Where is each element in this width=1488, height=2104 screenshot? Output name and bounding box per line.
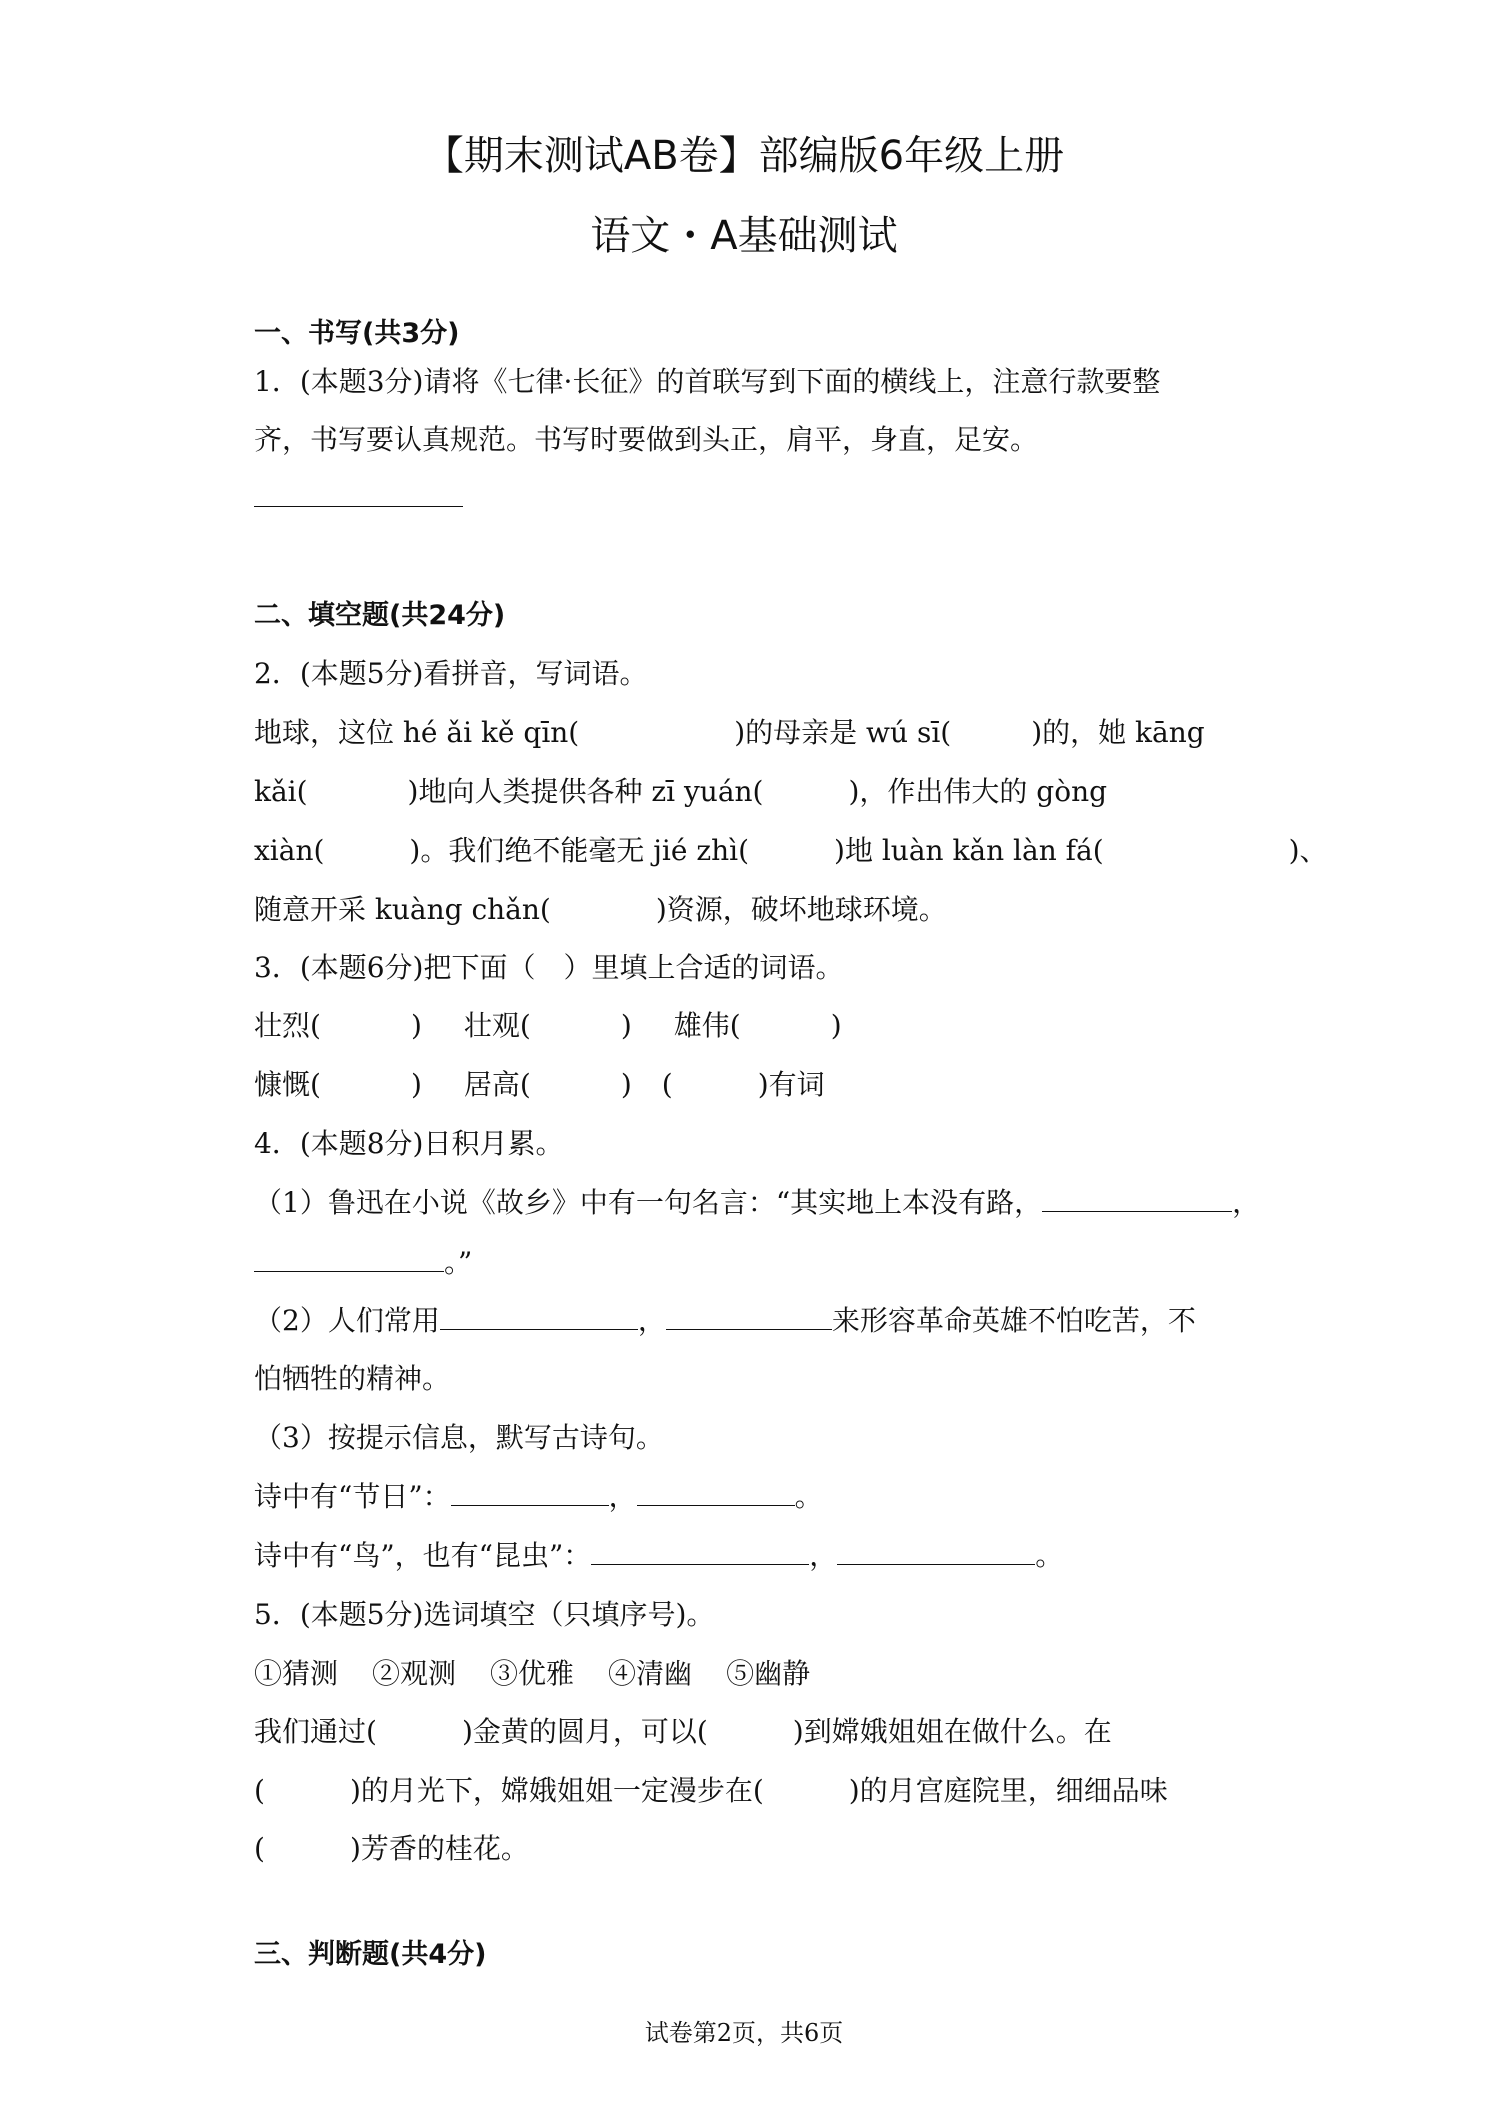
q4-text: 诗中有“鸟”，也有“昆虫”： bbox=[254, 1539, 592, 1572]
q5-text: )的月光下，嫦娥姐姐一定漫步在( bbox=[349, 1774, 764, 1807]
q5-option: ⑤幽静 bbox=[726, 1657, 811, 1690]
q5-text: )的月宫庭院里，细细品味 bbox=[848, 1774, 1168, 1807]
q3-text: ) bbox=[620, 1068, 632, 1101]
q4-part3-prompt: （3）按提示信息，默写古诗句。 bbox=[254, 1421, 664, 1454]
q3-word: 壮观( bbox=[463, 1009, 531, 1042]
q5-option: ③优雅 bbox=[490, 1657, 575, 1690]
q2-text: )地向人类提供各种 zī yuán( bbox=[407, 775, 764, 808]
section-1-heading: 一、书写(共3分) bbox=[254, 318, 460, 349]
q3-text: ) bbox=[830, 1009, 842, 1042]
q4-answer-line[interactable] bbox=[666, 1301, 832, 1330]
q4-text: （2）人们常用 bbox=[254, 1304, 440, 1337]
q5-text: )芳香的桂花。 bbox=[349, 1832, 529, 1865]
q4-answer-line[interactable] bbox=[254, 1243, 444, 1272]
q4-text: （1）鲁迅在小说《故乡》中有一句名言：“其实地上本没有路， bbox=[254, 1186, 1043, 1219]
q5-text: )金黄的圆月，可以( bbox=[461, 1715, 708, 1748]
q2-text: 地球，这位 hé ǎi kě qīn( bbox=[254, 716, 580, 749]
q3-word: 壮烈( bbox=[254, 1009, 321, 1042]
q4-part1-line1 bbox=[254, 1181, 1260, 1221]
q4-part2-line1 bbox=[254, 1299, 1196, 1339]
q3-word: 雄伟( bbox=[673, 1009, 741, 1042]
q2-prompt: 2．(本题5分)看拼音，写词语。 bbox=[254, 657, 648, 690]
q4-answer-line[interactable] bbox=[440, 1301, 638, 1330]
q1-answer-line[interactable] bbox=[254, 506, 463, 507]
page-footer: 试卷第2页，共6页 bbox=[644, 2019, 844, 2047]
q4-text: 。 bbox=[794, 1480, 823, 1513]
q5-line2 bbox=[254, 1769, 1168, 1809]
q2-line1 bbox=[254, 711, 1205, 751]
q4-text: 。” bbox=[444, 1246, 473, 1279]
q4-text: 来形容革命英雄不怕吃苦，不 bbox=[831, 1304, 1196, 1337]
q4-text: 诗中有“节日”： bbox=[254, 1480, 451, 1513]
q4-text: ， bbox=[608, 1480, 637, 1513]
section-3-heading: 三、判断题(共4分) bbox=[254, 1939, 487, 1970]
q4-answer-line[interactable] bbox=[637, 1477, 795, 1506]
q2-text: )，作出伟大的 gòng bbox=[848, 775, 1108, 808]
q4-answer-line[interactable] bbox=[1042, 1183, 1232, 1212]
q5-text: )到嫦娥姐姐在做什么。在 bbox=[792, 1715, 1112, 1748]
q2-text: )的母亲是 wú sī( bbox=[734, 716, 952, 749]
q5-line1 bbox=[254, 1710, 1112, 1750]
q3-row-2 bbox=[254, 1063, 825, 1103]
q3-row-1 bbox=[254, 1004, 842, 1044]
q2-text: )的，她 kāng bbox=[1031, 716, 1205, 749]
q3-word: 慷慨( bbox=[254, 1068, 321, 1101]
q5-line3 bbox=[254, 1827, 529, 1867]
q4-text: ， bbox=[809, 1539, 838, 1572]
q2-line4 bbox=[254, 888, 947, 928]
q5-prompt: 5．(本题5分)选词填空（只填序号)。 bbox=[254, 1598, 715, 1631]
q3-word: 居高( bbox=[463, 1068, 531, 1101]
q4-text: ， bbox=[637, 1304, 666, 1337]
exam-subtitle: 语文・A基础测试 bbox=[590, 213, 898, 259]
q3-text: ) bbox=[410, 1068, 422, 1101]
q4-prompt: 4．(本题8分)日积月累。 bbox=[254, 1127, 564, 1160]
q1-text-line2: 齐，书写要认真规范。书写时要做到头正，肩平，身直，足安。 bbox=[254, 423, 1039, 456]
q3-text: ) bbox=[620, 1009, 632, 1042]
q3-prompt: 3．(本题6分)把下面（ ）里填上合适的词语。 bbox=[254, 951, 844, 984]
q1-text-line1: 1．(本题3分)请将《七律·长征》的首联写到下面的横线上，注意行款要整 bbox=[254, 365, 1161, 398]
q2-text: kǎi( bbox=[254, 775, 308, 808]
q2-text: )地 luàn kǎn làn fá( bbox=[834, 834, 1104, 867]
q5-option: ②观测 bbox=[372, 1657, 457, 1690]
q3-text: ) bbox=[410, 1009, 422, 1042]
q2-text: 随意开采 kuàng chǎn( bbox=[254, 893, 551, 926]
q4-text: ， bbox=[1232, 1186, 1261, 1219]
q5-text: ( bbox=[254, 1832, 265, 1865]
q5-option: ①猜测 bbox=[254, 1657, 339, 1690]
q2-text: )。我们绝不能毫无 jié zhì( bbox=[409, 834, 750, 867]
q2-text: xiàn( bbox=[254, 834, 325, 867]
q2-text: )、 bbox=[1288, 834, 1328, 867]
section-2-heading: 二、填空题(共24分) bbox=[254, 600, 506, 631]
q3-word: )有词 bbox=[757, 1068, 825, 1101]
q4-part1-line2 bbox=[254, 1241, 472, 1281]
q4-answer-line[interactable] bbox=[591, 1536, 809, 1565]
q2-line3 bbox=[254, 829, 1328, 869]
exam-title: 【期末测试AB卷】部编版6年级上册 bbox=[423, 133, 1065, 179]
q4-text: 。 bbox=[1035, 1539, 1064, 1572]
q5-options bbox=[254, 1652, 810, 1692]
q2-text: )资源，破坏地球环境。 bbox=[655, 893, 947, 926]
q4-answer-line[interactable] bbox=[451, 1477, 609, 1506]
q3-text: ( bbox=[661, 1068, 673, 1101]
q4-part2-line2: 怕牺牲的精神。 bbox=[254, 1362, 451, 1395]
q5-text: 我们通过( bbox=[254, 1715, 377, 1748]
q5-option: ④清幽 bbox=[608, 1657, 693, 1690]
q2-line2 bbox=[254, 770, 1107, 810]
q5-text: ( bbox=[254, 1774, 265, 1807]
q4-answer-line[interactable] bbox=[837, 1536, 1035, 1565]
q4-part3-line1 bbox=[254, 1475, 823, 1515]
q4-part3-line2 bbox=[254, 1534, 1063, 1574]
